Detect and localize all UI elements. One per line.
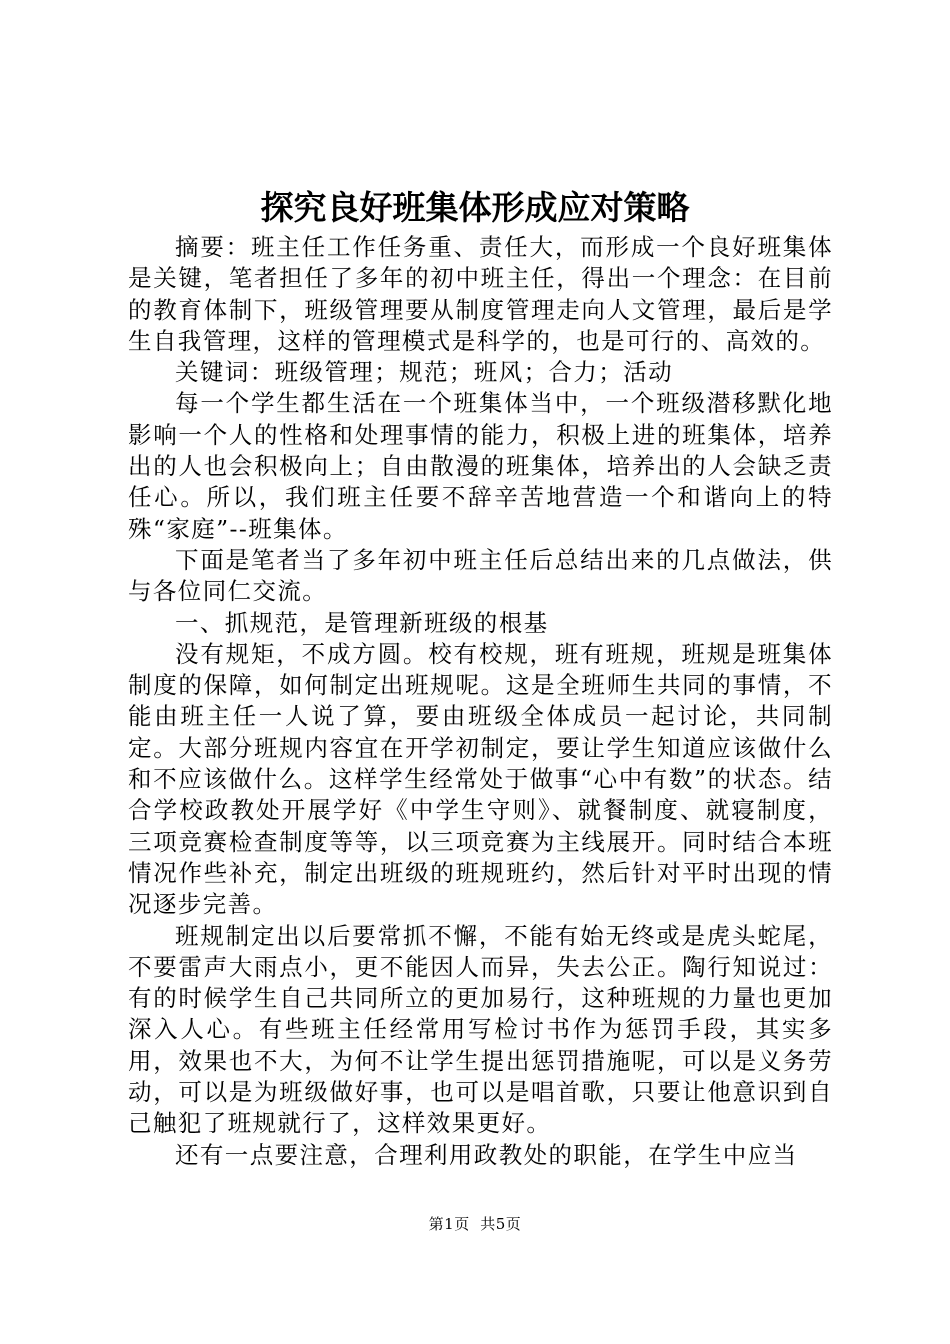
body-paragraph: 每一个学生都生活在一个班集体当中，一个班级潜移默化地影响一个人的性格和处理事情的能力，积极上进的班集体，培养出的人也会积极向上；自由散漫的班集体，培养出的人会缺乏责任心。所以，我们班主任要不辞辛苦地营造一个和谐向上的特殊“家庭”--班集体。 (128, 389, 833, 543)
keywords-paragraph: 关键词：班级管理；规范；班风；合力；活动 (175, 358, 673, 387)
page-total: 共5页 (480, 1215, 522, 1233)
page-footer (0, 1214, 950, 1234)
body-paragraph: 下面是笔者当了多年初中班主任后总结出来的几点做法，供与各位同仁交流。 (128, 545, 833, 606)
body-paragraph: 班规制定出以后要常抓不懈，不能有始无终或是虎头蛇尾，不要雷声大雨点小，更不能因人而异，失去公正。陶行知说过：有的时候学生自己共同所立的更加易行，这种班规的力量也更加深入人心。有些班主任经常用写检讨书作为惩罚手段，其实多用，效果也不大，为何不让学生提出惩罚措施呢，可以是义务劳动，可以是为班级做好事，也可以是唱首歌，只要让他意识到自己触犯了班规就行了，这样效果更好。 (128, 921, 833, 1138)
page-number: 第1页 (428, 1215, 470, 1233)
document-body (128, 232, 833, 1171)
section-heading: 一、抓规范，是管理新班级的根基 (175, 608, 549, 637)
body-paragraph: 还有一点要注意，合理利用政教处的职能，在学生中应当 (175, 1140, 798, 1169)
body-paragraph: 没有规矩，不成方圆。校有校规，班有班规，班规是班集体制度的保障，如何制定出班规呢。这是全班师生共同的事情，不能由班主任一人说了算，要由班级全体成员一起讨论，共同制定。大部分班规内容宜在开学初制定，要让学生知道应该做什么和不应该做什么。这样学生经常处于做事“心中有数”的状态。结合学校政教处开展学好《中学生守则》、就餐制度、就寝制度，三项竞赛检查制度等等，以三项竞赛为主线展开。同时结合本班情况作些补充，制定出班级的班规班约，然后针对平时出现的情况逐步完善。 (128, 639, 833, 919)
abstract-paragraph: 摘要：班主任工作任务重、责任大，而形成一个良好班集体是关键，笔者担任了多年的初中班主任，得出一个理念：在目前的教育体制下，班级管理要从制度管理走向人文管理，最后是学生自我管理，这样的管理模式是科学的，也是可行的、高效的。 (128, 233, 833, 355)
document-title: 探究良好班集体形成应对策略 (260, 188, 690, 227)
